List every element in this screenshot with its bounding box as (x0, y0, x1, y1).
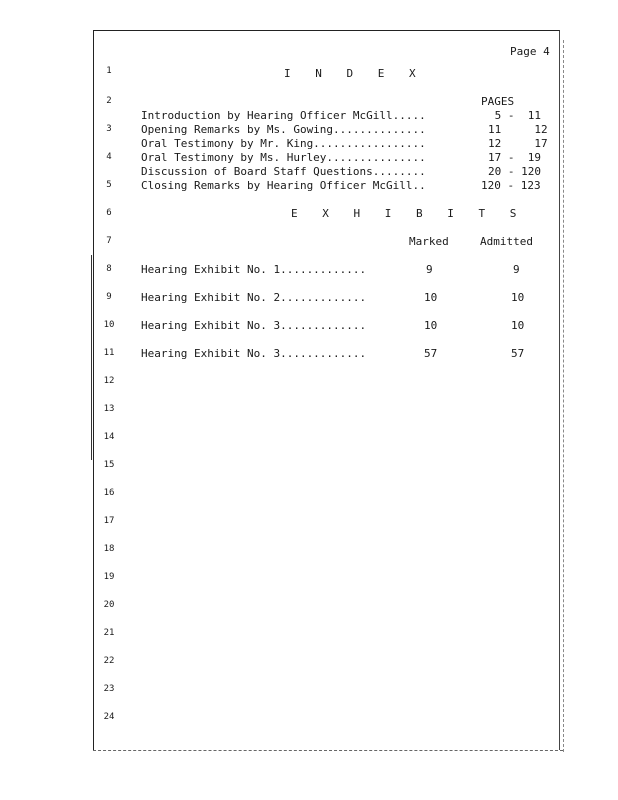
index-entry-pages: 120 - 123 (481, 179, 541, 192)
exhibit-text: Hearing Exhibit No. 3............. (141, 319, 367, 332)
line-number: 21 (103, 628, 115, 638)
line-number: 13 (103, 404, 115, 414)
column-marked: Marked (409, 235, 449, 248)
line-number: 12 (103, 376, 115, 386)
line-number: 15 (103, 460, 115, 470)
index-entry-pages: 11 12 (488, 123, 548, 136)
column-admitted: Admitted (480, 235, 533, 248)
line-number: 2 (106, 96, 112, 106)
exhibit-marked: 57 (424, 347, 438, 360)
page-right-edge (563, 40, 564, 752)
line-number: 17 (103, 516, 115, 526)
margin-bar (91, 255, 92, 460)
exhibit-admitted: 57 (511, 347, 525, 360)
index-entry-pages: 5 - 11 (488, 109, 541, 122)
line-number: 10 (103, 320, 115, 330)
exhibit-text: Hearing Exhibit No. 2............. (141, 291, 367, 304)
line-number: 22 (103, 656, 115, 666)
line-number: 11 (103, 348, 115, 358)
line-number: 1 (106, 66, 112, 76)
index-entry-text: Introduction by Hearing Officer McGill..... (141, 109, 426, 122)
line-number: 18 (103, 544, 115, 554)
exhibit-text: Hearing Exhibit No. 3............. (141, 347, 367, 360)
index-entry-text: Closing Remarks by Hearing Officer McGill.. (141, 179, 426, 192)
exhibit-admitted: 10 (511, 319, 525, 332)
index-entry-text: Discussion of Board Staff Questions........ (141, 165, 426, 178)
exhibits-title: E X H I B I T S (291, 207, 526, 220)
line-number: 6 (106, 208, 112, 218)
line-number: 9 (106, 292, 112, 302)
line-number: 16 (103, 488, 115, 498)
page-bottom-edge (93, 750, 563, 751)
index-entry-pages: 17 - 19 (488, 151, 541, 164)
line-number: 23 (103, 684, 115, 694)
line-number: 7 (106, 236, 112, 246)
exhibit-text: Hearing Exhibit No. 1............. (141, 263, 367, 276)
exhibit-admitted: 10 (511, 291, 525, 304)
index-entry-text: Oral Testimony by Ms. Hurley............... (141, 151, 426, 164)
line-number: 3 (106, 124, 112, 134)
index-title: I N D E X (284, 67, 425, 80)
line-number: 14 (103, 432, 115, 442)
exhibit-marked: 9 (426, 263, 433, 276)
index-entry-pages: 12 17 (488, 137, 548, 150)
line-number: 20 (103, 600, 115, 610)
exhibit-admitted: 9 (513, 263, 520, 276)
index-entry-pages: 20 - 120 (488, 165, 541, 178)
exhibit-marked: 10 (424, 319, 438, 332)
exhibit-marked: 10 (424, 291, 438, 304)
page-label: Page 4 (510, 45, 550, 58)
line-number: 19 (103, 572, 115, 582)
line-number: 24 (103, 712, 115, 722)
line-number: 4 (106, 152, 112, 162)
index-entry-text: Opening Remarks by Ms. Gowing.............. (141, 123, 426, 136)
pages-header: PAGES (481, 95, 515, 108)
line-number: 5 (106, 180, 112, 190)
index-entry-text: Oral Testimony by Mr. King................. (141, 137, 426, 150)
line-number: 8 (106, 264, 112, 274)
